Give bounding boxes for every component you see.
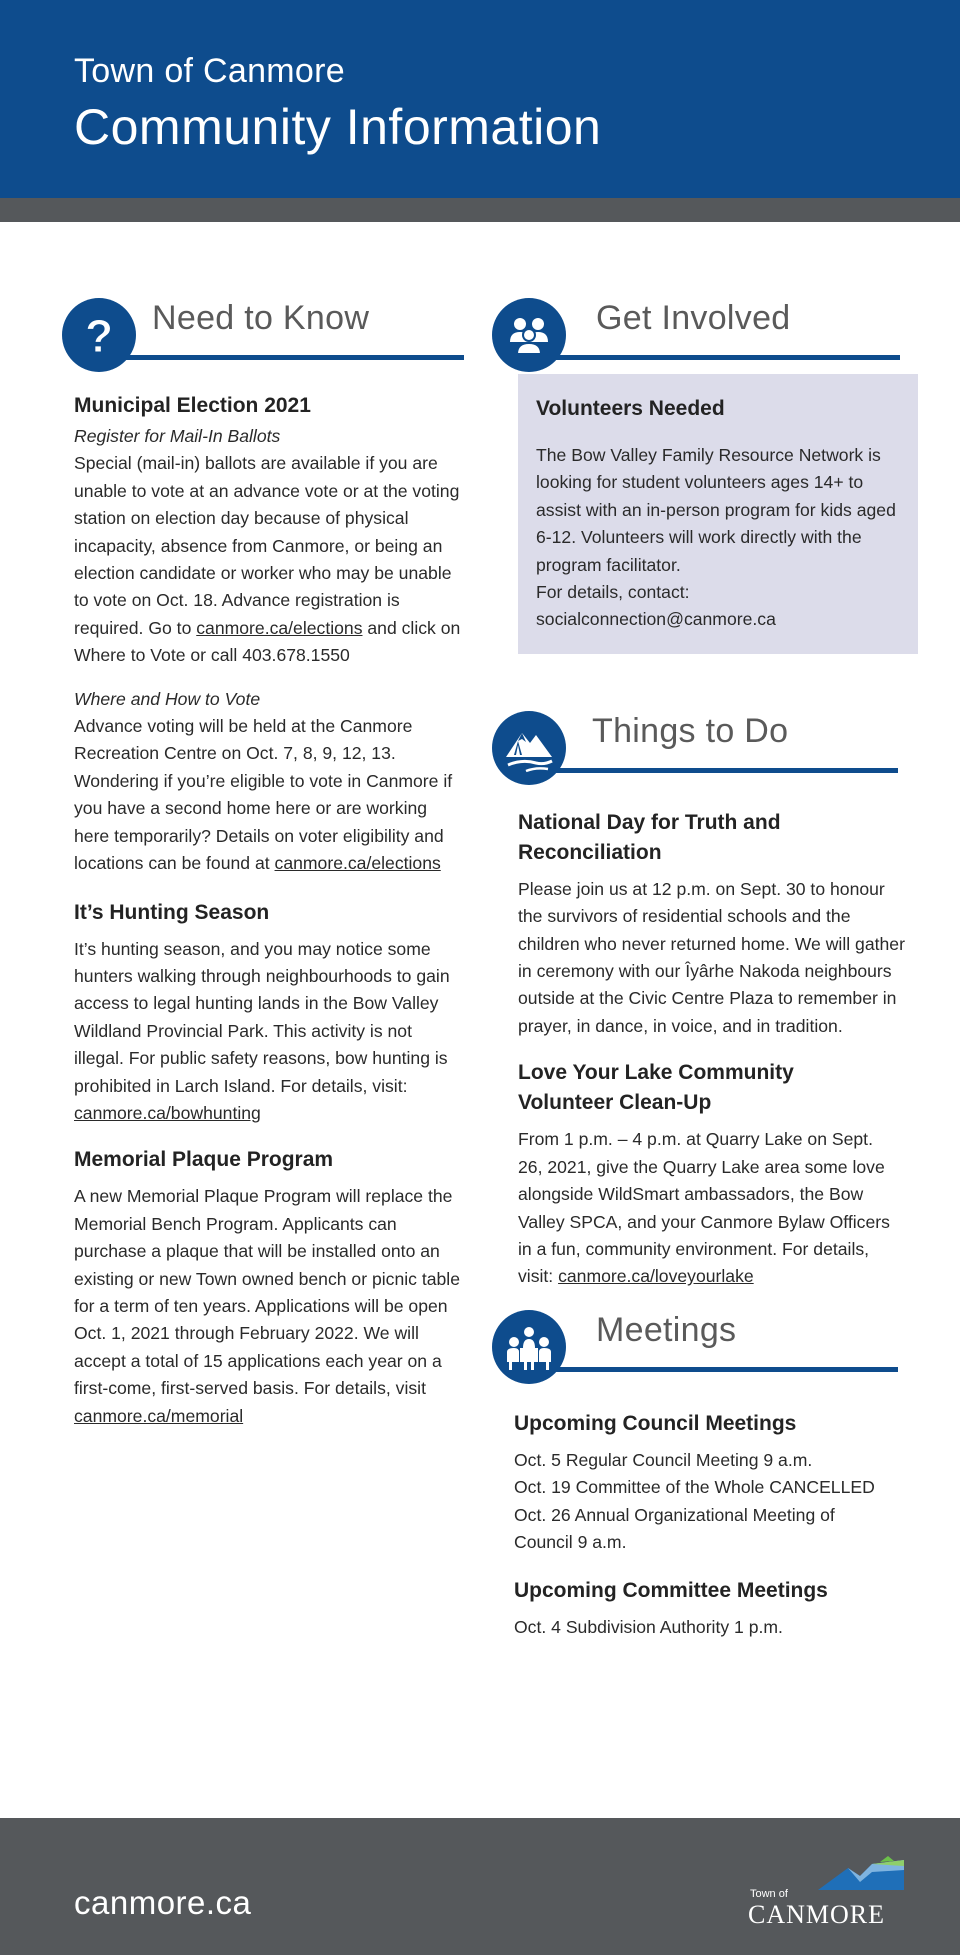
people-group-icon [492,298,566,372]
list-item: Oct. 19 Committee of the Whole CANCELLED [514,1477,875,1498]
need-to-know-header [74,295,464,375]
list-item: Oct. 26 Annual Organizational Meeting of Council 9 a.m. [514,1504,835,1552]
body-text: Advance voting will be held at the Canmore Recreation Centre on Oct. 7, 8, 9, 12, 13. Wondering if you’re eligible to vote in Canmore if you have a second home here or are working here temporarily? Details on voter eligibility and locations can be found at [74,716,453,874]
committee-meetings [514,1576,904,1641]
article-title: National Day for Truth and Reconciliation [518,810,781,864]
hunting-article [74,898,464,1128]
body-text: Special (mail-in) ballots are available if you are unable to vote at an advance vote or at the voting station on election day because of physical incapacity, absence from Canmore, or being an election candidate or worker who may be unable to vote on Oct. 18. Advance registration is required. Go to [74,453,460,638]
section-rule [554,1367,898,1372]
list-item: Oct. 4 Subdivision Authority 1 p.m. [514,1617,783,1638]
logo-wordmark: CANMORE [748,1900,886,1929]
article-title: Volunteers Needed [536,397,725,420]
section-rule [124,355,464,360]
section-rule [554,768,898,773]
lake-article [518,1058,908,1290]
logo-small-text: Town of [750,1888,788,1900]
article-subheading: Register for Mail-In Ballots [74,426,281,446]
meetings-header [504,1307,904,1387]
article-title: Municipal Election 2021 [74,394,311,417]
article-body [74,1183,464,1430]
article-subheading: Where and How to Vote [74,688,261,709]
article-body [518,1126,898,1290]
body-text: and click on Where to Vote or call 403.678.1550 [74,617,461,666]
things-to-do-header [504,708,904,788]
council-meeting-list [514,1447,904,1557]
page-header [0,0,960,198]
canmore-logo [748,1854,918,1934]
header-divider [0,198,960,222]
council-meetings [514,1409,904,1557]
article-body: The Bow Valley Family Resource Network is looking for student volunteers ages 14+ to assist with an in-person program for kids aged 6-12. Volunteers will work directly with the program facilitator. [536,445,896,575]
body-text: It’s hunting season, and you may notice some hunters walking through neighbourhoods to gain access to legal hunting lands in the Bow Valley Wildland Provincial Park. This activity is not illegal. For public safety reasons, bow hunting is prohibited in Larch Island. For details, visit: [74,938,450,1096]
body-text: From 1 p.m. – 4 p.m. at Quarry Lake on Sept. 26, 2021, give the Quarry Lake area some love alongside WildSmart ambassadors, the Bow Valley SPCA, and your Canmore Bylaw Officers in a fun, community environment. For details, visit: [518,1129,890,1287]
article-title: Upcoming Committee Meetings [514,1579,828,1603]
question-icon [62,298,136,372]
bowhunting-link[interactable]: canmore.ca/bowhunting [74,1102,261,1123]
page-footer [0,1818,960,1955]
get-involved-header [504,295,904,375]
memorial-link[interactable]: canmore.ca/memorial [74,1405,244,1426]
elections-link[interactable]: canmore.ca/elections [196,617,363,638]
article-title: Upcoming Council Meetings [514,1411,797,1435]
loveyourlake-link[interactable]: canmore.ca/loveyourlake [558,1266,754,1287]
section-rule [554,355,900,360]
volunteer-callout [518,374,918,654]
section-title: Get Involved [596,299,791,337]
section-title: Need to Know [152,299,370,337]
contact-label: For details, contact: [536,582,690,603]
article-body [74,713,464,877]
svg-text:?: ? [84,310,114,362]
article-body [74,936,464,1128]
footer-site-link[interactable]: canmore.ca [74,1884,252,1921]
article-body: Please join us at 12 p.m. on Sept. 30 to honour the survivors of residential schools and the children who never returned home. We will gather in ceremony with our Îyârhe Nakoda neighbours outside at the Civic Centre Plaza to remember in prayer, in dance, in voice, and in tradition. [518,878,905,1036]
contact-email[interactable]: socialconnection@canmore.ca [536,609,776,630]
truth-article [518,808,908,1040]
article-title: It’s Hunting Season [74,900,270,924]
header-subtitle: Town of Canmore [74,52,345,90]
page-title: Community Information [74,99,602,155]
article-body [74,450,464,669]
meeting-table-icon [492,1310,566,1384]
plaque-article [74,1145,464,1430]
committee-meeting-list [514,1614,904,1641]
election-article [74,391,464,878]
article-title: Love Your Lake Community Volunteer Clean-Up [518,1061,794,1115]
list-item: Oct. 5 Regular Council Meeting 9 a.m. [514,1449,813,1470]
body-text: A new Memorial Plaque Program will replace the Memorial Bench Program. Applicants can purchase a plaque that will be installed onto an existing or new Town owned bench or picnic table for a term of ten years. Applications will be open Oct. 1, 2021 through February 2022. We will accept a total of 15 applications each year on a first-come, first-served basis. For details, visit [74,1186,460,1399]
mountain-tree-icon [492,711,566,785]
right-column [504,295,904,1642]
need-to-know-column [74,295,464,1430]
article-title: Memorial Plaque Program [74,1148,334,1172]
elections-link[interactable]: canmore.ca/elections [274,853,441,874]
section-title: Things to Do [592,711,789,750]
section-title: Meetings [596,1310,737,1349]
